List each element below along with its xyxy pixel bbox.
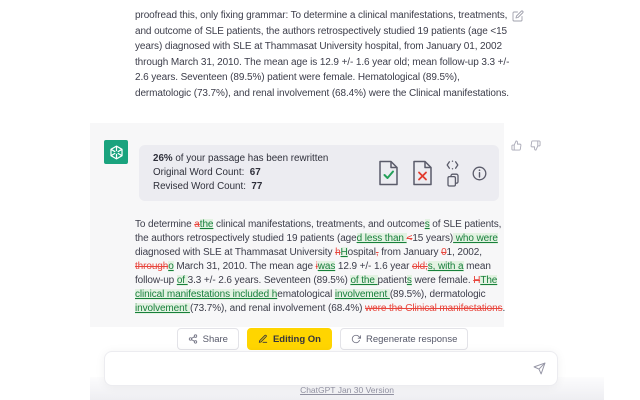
revision-segment-del: h bbox=[335, 247, 341, 258]
edit-message-icon[interactable] bbox=[512, 10, 524, 22]
expand-copy-column bbox=[446, 160, 459, 187]
editing-on-button-label: Editing On bbox=[272, 333, 321, 345]
openai-logo-icon bbox=[108, 144, 125, 161]
revision-segment-ins: of bbox=[176, 275, 188, 286]
revision-segment-ins: s bbox=[406, 275, 412, 286]
revision-segment-ins: the bbox=[199, 219, 214, 230]
revision-segment-same: ematological bbox=[277, 289, 335, 300]
message-input-container bbox=[104, 351, 558, 386]
revised-count-value: 77 bbox=[251, 181, 263, 192]
original-count-label: Original Word Count: bbox=[153, 167, 245, 178]
revision-segment-same: March 31, 2010. The mean age bbox=[173, 261, 316, 272]
revision-segment-del: , bbox=[375, 247, 379, 258]
revision-segment-same: were female. bbox=[411, 275, 474, 286]
info-icon[interactable] bbox=[472, 166, 487, 181]
pencil-icon bbox=[258, 334, 268, 344]
rewrite-stats-actions bbox=[378, 160, 487, 187]
thumbs-up-icon[interactable] bbox=[511, 140, 522, 151]
revision-segment-same: 3.3 +/- 2.6 years. Seventeen (89.5%) bbox=[187, 275, 351, 286]
revision-segment-same: ospital bbox=[347, 247, 376, 258]
reject-all-document-x-icon[interactable] bbox=[412, 160, 433, 186]
copy-icon[interactable] bbox=[447, 173, 459, 187]
revision-segment-same: (89.5%), dermatologic bbox=[389, 289, 486, 300]
rewrite-suffix: of your passage has been rewritten bbox=[172, 153, 329, 164]
rewrite-percent: 26% bbox=[153, 153, 173, 164]
revision-segment-same: from January bbox=[378, 247, 442, 258]
revision-segment-same: of SLE patients, the authors retrospectively studied 19 patients (age bbox=[135, 219, 502, 244]
revision-segment-same: . bbox=[502, 303, 506, 314]
send-icon[interactable] bbox=[533, 362, 546, 375]
revision-segment-ins: o bbox=[168, 261, 174, 272]
revision-segment-same: 12.9 +/- 1.6 year bbox=[335, 261, 412, 272]
assistant-message bbox=[90, 123, 504, 327]
regenerate-button-label: Regenerate response bbox=[366, 333, 458, 345]
original-count-value: 67 bbox=[249, 167, 261, 178]
rewrite-stats-card bbox=[139, 145, 499, 201]
revision-segment-del: 0 bbox=[441, 247, 447, 258]
revision-segment-del: < bbox=[406, 233, 413, 244]
revision-segment-del: were the Clinical manifestations bbox=[365, 303, 503, 314]
revision-segment-del: old; bbox=[411, 261, 428, 272]
expand-icon[interactable] bbox=[446, 160, 459, 170]
revised-count-label: Revised Word Count: bbox=[153, 181, 246, 192]
revision-segment-same: diagnosed with SLE at Thammasat University bbox=[135, 247, 336, 258]
revision-segment-ins: of the bbox=[350, 275, 378, 286]
share-button[interactable] bbox=[177, 328, 239, 350]
revision-segment-ins: was bbox=[317, 261, 336, 272]
version-footer bbox=[90, 385, 604, 395]
message-input[interactable] bbox=[105, 352, 557, 385]
revision-segment-ins: d less than bbox=[356, 233, 407, 244]
revision-segment-ins: The clinical manifestations included h bbox=[135, 275, 498, 300]
thumbs-down-icon[interactable] bbox=[530, 140, 541, 151]
editing-on-button[interactable] bbox=[247, 328, 332, 350]
revision-segment-ins: s bbox=[424, 219, 430, 230]
accept-all-document-check-icon[interactable] bbox=[378, 160, 399, 186]
revision-segment-ins: who were bbox=[453, 233, 498, 244]
revision-segment-same: mean follow-up bbox=[135, 261, 491, 286]
revision-segment-same: 1, 2002, bbox=[446, 247, 482, 258]
chatgpt-avatar bbox=[104, 140, 128, 164]
revision-segment-del: H bbox=[473, 275, 481, 286]
revision-segment-same: To determine bbox=[135, 219, 195, 230]
user-message-text: proofread this, only fixing grammar: To determine a clinical manifestations, treatments, and outcome of SLE patients, the authors retrospectively studied 19 patients (age <15 years) diagnosed with SLE at Thammasat University hospital, from January 01, 2002 through March 31, 2010. The mean age is 12.9 +/- 1.6 year old; mean follow-up 3.3 +/- 2.6 years. Seventeen (89.5%) patient were female. Hematological (89.5%), dermatologic (73.7%), and renal involvement (68.4%) were the Clinical manifestations. bbox=[135, 10, 510, 99]
share-button-label: Share bbox=[202, 333, 228, 345]
revision-segment-del: i bbox=[315, 261, 318, 272]
refresh-icon bbox=[351, 334, 361, 344]
share-icon bbox=[188, 334, 198, 344]
revision-segment-same: 15 years) bbox=[412, 233, 454, 244]
revision-segment-same: clinical manifestations, treatments, and outcome bbox=[213, 219, 425, 230]
regenerate-button[interactable] bbox=[340, 328, 468, 350]
actions-row bbox=[90, 328, 555, 350]
revision-segment-ins: involvement bbox=[334, 289, 390, 300]
revision-segment-same: (73.7%), and renal involvement (68.4%) bbox=[189, 303, 366, 314]
revised-text bbox=[135, 218, 513, 316]
revision-segment-del: a bbox=[194, 219, 200, 230]
revision-segment-ins: involvement bbox=[135, 303, 190, 314]
revised-count-line bbox=[153, 180, 328, 194]
revision-segment-ins: H bbox=[340, 247, 348, 258]
version-link[interactable]: ChatGPT Jan 30 Version bbox=[300, 385, 394, 395]
revision-segment-del: through bbox=[135, 261, 169, 272]
feedback-icons bbox=[511, 140, 541, 151]
revision-segment-ins: s, with a bbox=[427, 261, 464, 272]
rewrite-percent-line bbox=[153, 152, 328, 166]
revision-segment-same: patient bbox=[377, 275, 407, 286]
original-count-line bbox=[153, 166, 328, 180]
rewrite-stats-text bbox=[153, 152, 328, 194]
